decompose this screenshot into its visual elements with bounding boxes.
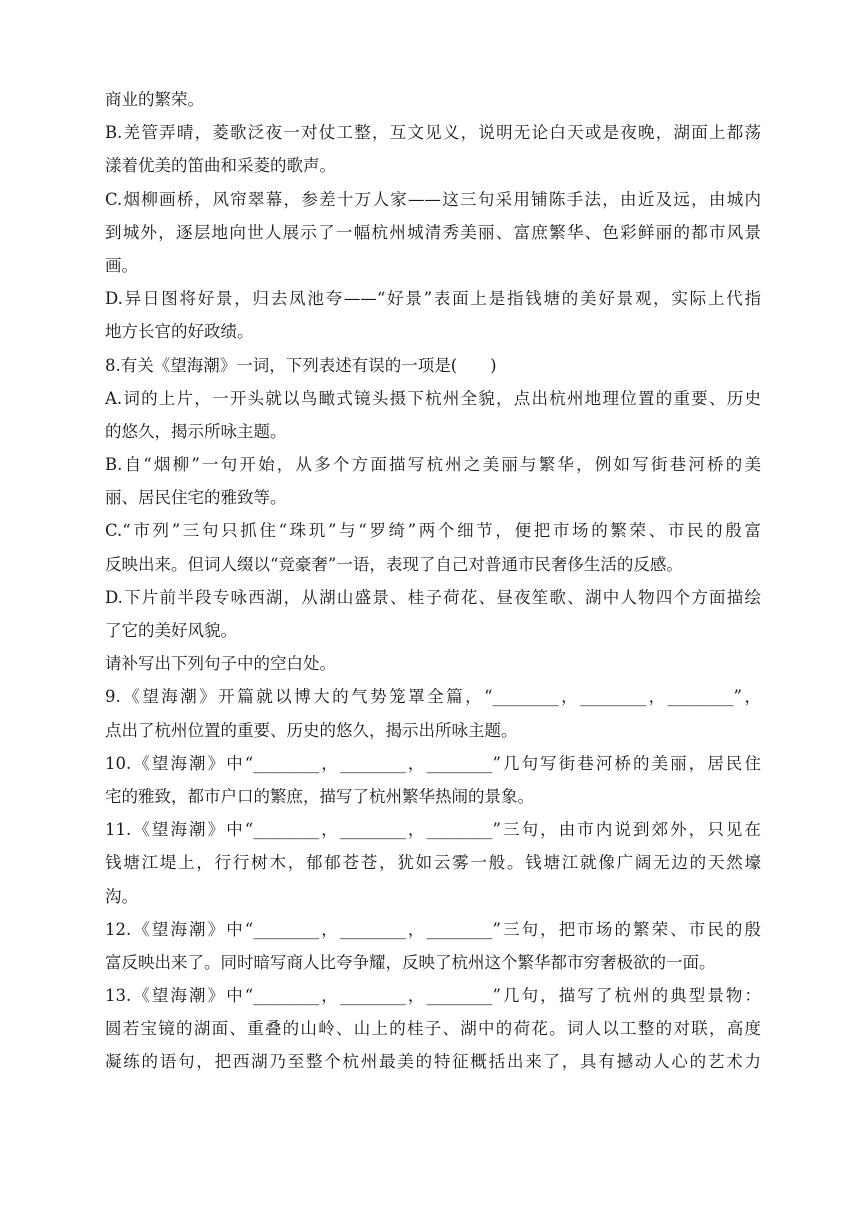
text-line: C.烟柳画桥，风帘翠幕，参差十万人家——这三句采用铺陈手法，由近及远，由城内 (105, 189, 761, 209)
text-line: D.下片前半段专咏西湖，从湖山盛景、桂子荷花、昼夜笙歌、湖中人物四个方面描绘 (105, 587, 761, 607)
text-line: 富反映出来了。同时暗写商人比夸争耀，反映了杭州这个繁华都市穷奢极欲的一面。 (105, 952, 716, 972)
text-line: 地方长官的好政绩。 (105, 322, 254, 342)
text-line: D.异日图将好景，归去凤池夸——“好景”表面上是指钱塘的美好景观，实际上代指 (105, 289, 761, 309)
text-line: 11.《望海潮》中“________，________，________”三句，由市内说到郊外，只见在 (105, 820, 761, 840)
text-line: B.羌管弄晴，菱歌泛夜一对仗工整，互文见义，说明无论白天或是夜晚，湖面上都荡 (105, 123, 761, 143)
text-line: 凝练的语句，把西湖乃至整个杭州最美的特征概括出来了，具有撼动人心的艺术力 (105, 1052, 761, 1072)
document-page (105, 83, 761, 1079)
text-line: 画。 (105, 255, 138, 275)
text-line: 12.《望海潮》中“________，________，________”三句，把市场的繁荣、市民的殷 (105, 919, 761, 939)
text-line: 沟。 (105, 886, 138, 906)
text-line: 13.《望海潮》中“________，________，________”几句，描写了杭州的典型景物： (105, 986, 761, 1006)
text-line: 丽、居民住宅的雅致等。 (105, 488, 287, 508)
text-line: 请补写出下列句子中的空白处。 (105, 654, 336, 674)
text-line: 漾着优美的笛曲和采菱的歌声。 (105, 156, 336, 176)
text-line: 到城外，逐层地向世人展示了一幅杭州城清秀美丽、富庶繁华、色彩鲜丽的都市风景 (105, 222, 761, 242)
text-line: 商业的繁荣。 (105, 90, 204, 109)
text-line: 了它的美好风貌。 (105, 621, 237, 640)
text-line: 的悠久，揭示所咏主题。 (105, 421, 287, 441)
text-line: A.词的上片，一开头就以鸟瞰式镜头摄下杭州全貌，点出杭州地理位置的重要、历史 (105, 388, 761, 408)
text-line: 10.《望海潮》中“________，________，________”几句写街巷河桥的美丽，居民住 (105, 753, 761, 773)
text-line: C.“市列”三句只抓住“珠玑”与“罗绮”两个细节，便把市场的繁荣、市民的殷富 (105, 521, 761, 541)
text-line: 9.《望海潮》开篇就以博大的气势笼罩全篇，“________，________，________”， (105, 687, 761, 707)
text-line: 圆若宝镜的湖面、重叠的山岭、山上的桂子、湖中的荷花。词人以工整的对联，高度 (105, 1019, 761, 1039)
text-line: 钱塘江堤上，行行树木，郁郁苍苍，犹如云雾一般。钱塘江就像广阔无边的天然壕 (105, 853, 761, 873)
text-line: 8.有关《望海潮》一词，下列表述有误的一项是( ) (105, 355, 497, 375)
text-line: 反映出来。但词人缀以“竞豪奢”一语，表现了自己对普通市民奢侈生活的反感。 (105, 554, 683, 574)
text-line: B.自“烟柳”一句开始，从多个方面描写杭州之美丽与繁华，例如写街巷河桥的美 (105, 455, 761, 475)
text-line: 点出了杭州位置的重要、历史的悠久，揭示出所咏主题。 (105, 720, 518, 740)
text-line: 宅的雅致，都市户口的繁庶，描写了杭州繁华热闹的景象。 (105, 786, 534, 806)
